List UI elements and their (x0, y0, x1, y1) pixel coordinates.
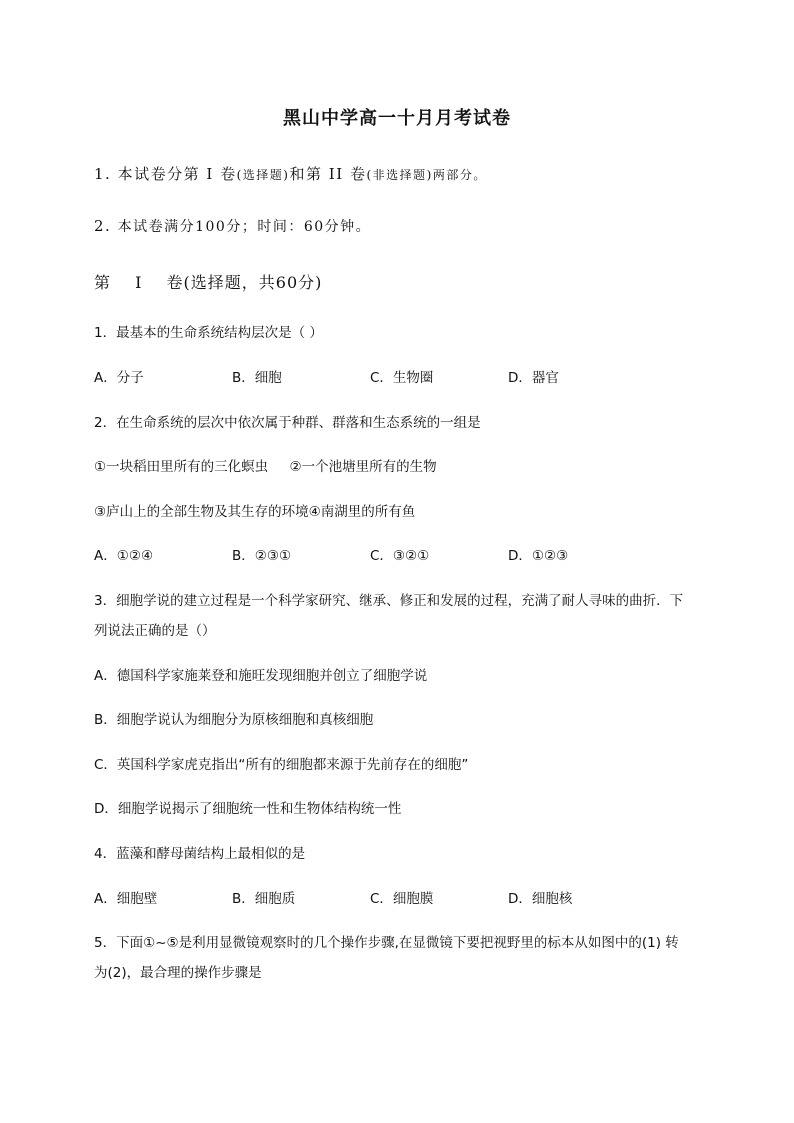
notice-2-number: 2. (94, 217, 112, 235)
notice-1-text-d: (选择题) (236, 168, 290, 182)
question-3-option-c: C．英国科学家虎克指出“所有的细胞都来源于先前存在的细胞” (94, 757, 469, 773)
question-4-option-c: C．细胞膜 (370, 891, 434, 907)
notice-1-roman-1: Ⅰ (206, 165, 214, 183)
question-2-option-c: C．③②① (370, 548, 430, 564)
question-5-stem-line-1: 5．下面①~⑤是利用显微镜观察时的几个操作步骤,在显微镜下要把视野里的标本从如图中的(1) 转 (94, 935, 679, 951)
notice-1-text-c: 卷 (220, 165, 237, 183)
question-1-option-a: A．分子 (94, 370, 144, 386)
section-1-label-c: 卷(选择题，共60分) (166, 273, 323, 292)
question-5-stem-line-2: 为(2)，最合理的操作步骤是 (94, 965, 262, 981)
notice-1-text-e: 和第 (289, 165, 323, 183)
notice-2 (94, 216, 371, 236)
notice-1-text-g: 卷 (349, 165, 367, 183)
question-1-option-b: B．细胞 (232, 370, 282, 386)
question-3-option-b: B．细胞学说认为细胞分为原核细胞和真核细胞 (94, 712, 374, 728)
question-2-stem: 2．在生命系统的层次中依次属于种群、群落和生态系统的一组是 (94, 415, 481, 431)
notice-2-text: 本试卷满分100分；时间：60分钟。 (117, 219, 372, 235)
notice-1-text-h: (非选择题) (366, 168, 433, 182)
question-1-stem: 1．最基本的生命系统结构层次是（ ） (94, 325, 323, 341)
question-1-option-c: C．生物圈 (370, 370, 434, 386)
question-3-option-a: A．德国科学家施莱登和施旺发现细胞并创立了细胞学说 (94, 668, 428, 684)
section-1-label-a: 第 (94, 273, 112, 292)
question-2-line-2: ③庐山上的全部生物及其生存的环境④南湖里的所有鱼 (94, 504, 416, 520)
notice-1 (94, 163, 487, 184)
notice-1-number: 1. (94, 165, 112, 183)
question-2-option-d: D．①②③ (508, 548, 569, 564)
question-4-option-b: B．细胞质 (232, 891, 296, 907)
question-3-stem-line-2: 列说法正确的是（） (94, 623, 216, 639)
question-2-option-a: A．①②④ (94, 548, 154, 564)
question-3-option-d: D．细胞学说揭示了细胞统一性和生物体结构统一性 (94, 801, 402, 817)
question-4-stem: 4．蓝藻和酵母菌结构上最相似的是 (94, 846, 306, 862)
question-4-option-a: A．细胞壁 (94, 891, 158, 907)
notice-1-text-i: 两部分。 (432, 168, 487, 182)
section-1-roman: Ⅰ (135, 273, 143, 292)
question-2-line-1: ①一块稻田里所有的三化螟虫 ②一个池塘里所有的生物 (94, 459, 437, 475)
question-4-option-d: D．细胞核 (508, 891, 573, 907)
question-3-stem-line-1: 3．细胞学说的建立过程是一个科学家研究、继承、修正和发展的过程，充满了耐人寻味的曲折．下 (94, 593, 684, 609)
question-2-option-b: B．②③① (232, 548, 292, 564)
question-1-option-d: D．器官 (508, 370, 559, 386)
exam-title: 黑山中学高一十月月考试卷 (283, 108, 511, 129)
notice-1-roman-2: ⅠⅠ (328, 165, 344, 183)
notice-1-text-a: 本试卷分第 (117, 165, 201, 183)
section-1-heading (94, 270, 322, 293)
